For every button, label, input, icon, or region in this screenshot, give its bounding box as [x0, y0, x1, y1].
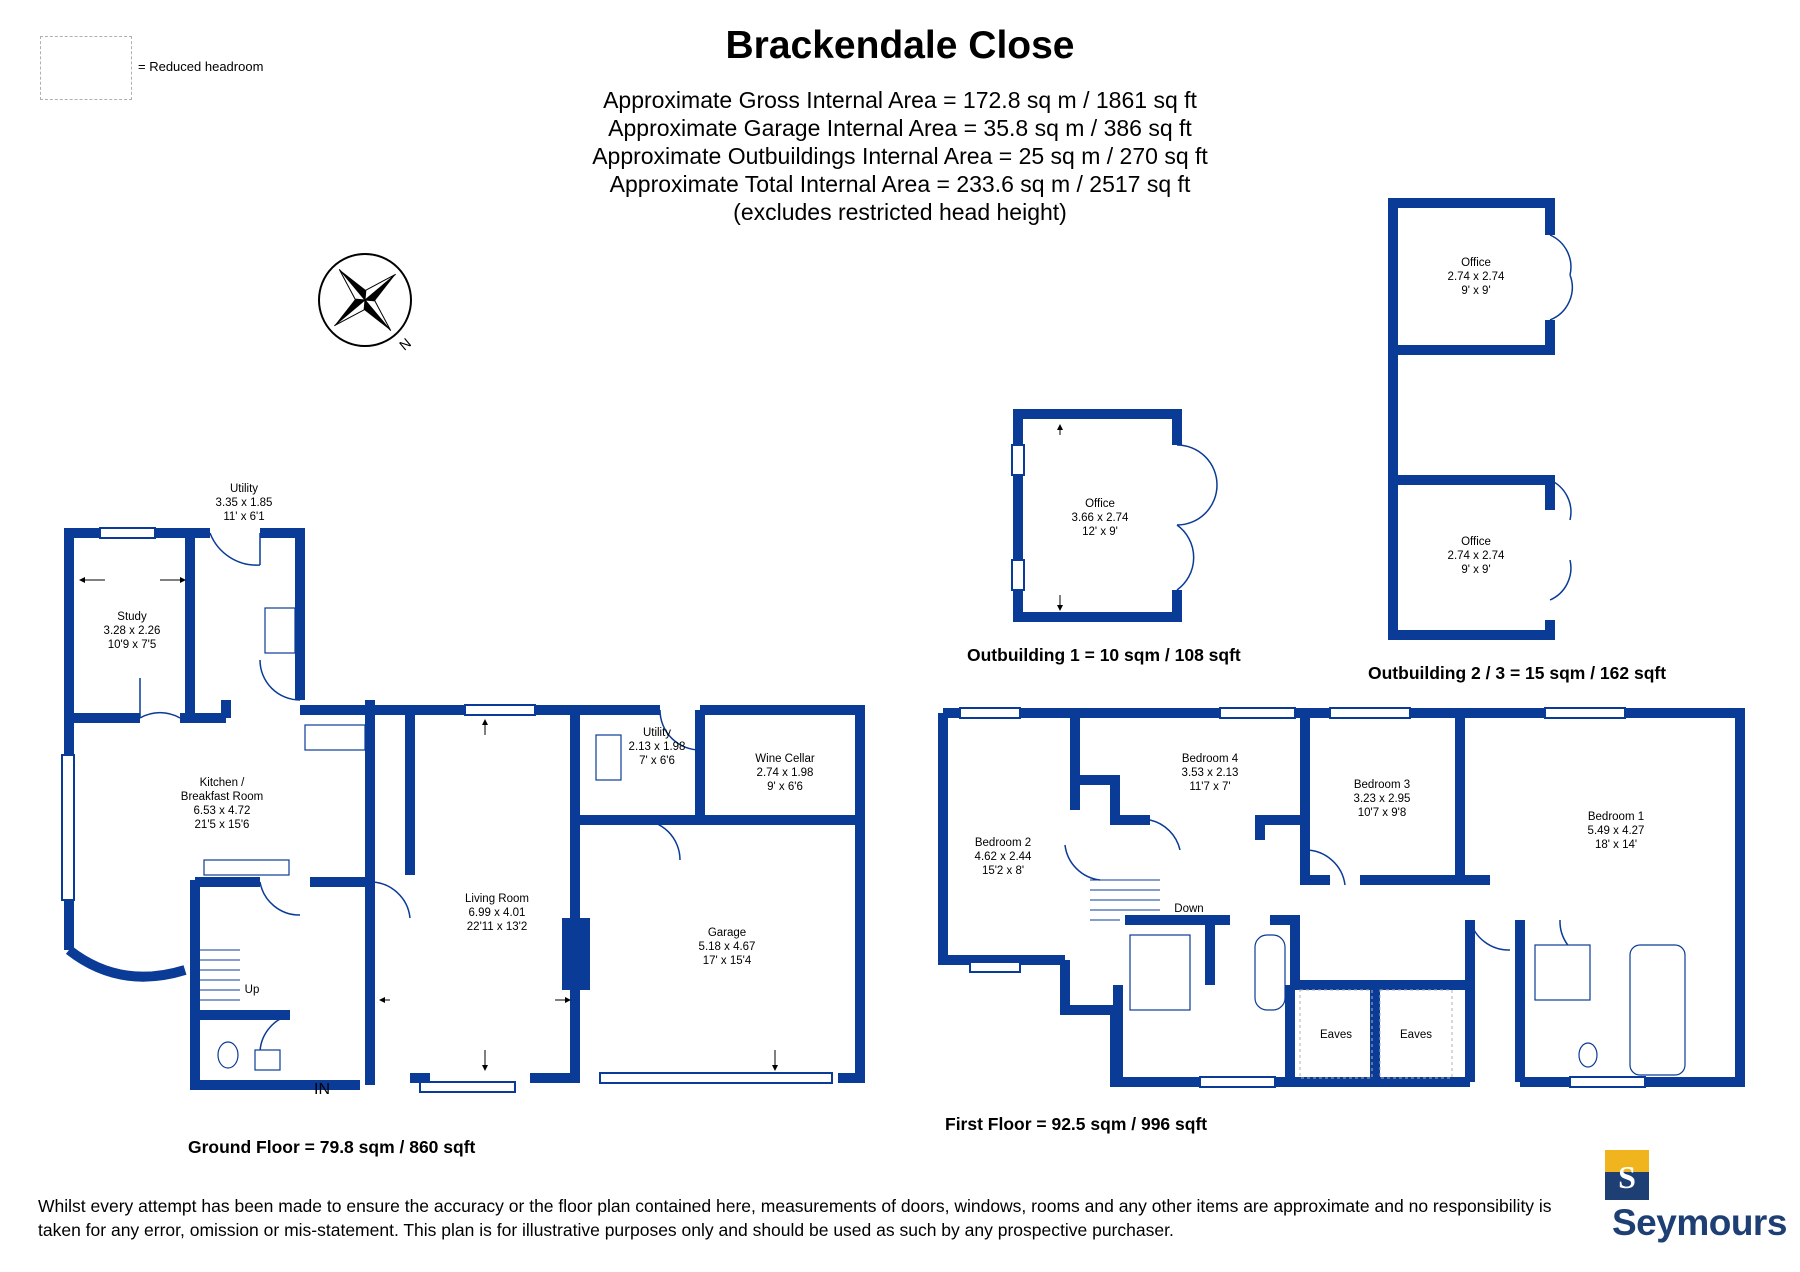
room-label-garage: Garage 5.18 x 4.67 17' x 15'4: [698, 927, 756, 967]
disclaimer-text: Whilst every attempt has been made to ensure the accuracy or the floor plan contained here, measurements of doors, windows, rooms and any other items are approximate and no responsibility is taken for any error, omission or mis-statement. This plan is for illustrative purposes only and should be used as such by any prospective purchaser.: [38, 1196, 1552, 1240]
first-floor-walls: [943, 713, 1740, 1082]
room-label-bedroom-2: Bedroom 2 4.62 x 2.44 15'2 x 8': [974, 837, 1032, 877]
reduced-headroom-label: = Reduced headroom: [138, 59, 264, 74]
head-height-note: (excludes restricted head height): [733, 199, 1067, 225]
room-label-office-outbuilding-1: Office 3.66 x 2.74 12' x 9': [1071, 498, 1129, 538]
room-label-bedroom-1: Bedroom 1 5.49 x 4.27 18' x 14': [1587, 811, 1645, 851]
outbuilding-2-3-caption: Outbuilding 2 / 3 = 15 sqm / 162 sqft: [1368, 663, 1667, 683]
room-label-utility-2: Utility 2.13 x 1.98 7' x 6'6: [628, 727, 686, 767]
seymours-logo-icon: [1605, 1150, 1649, 1200]
eaves-label-1: Eaves: [1320, 1029, 1352, 1041]
stair-up-label: Up: [244, 984, 260, 996]
room-label-wine-cellar: Wine Cellar 2.74 x 1.98 9' x 6'6: [755, 753, 815, 793]
gross-area-text: Approximate Gross Internal Area = 172.8 sq m / 1861 sq ft: [603, 87, 1197, 113]
room-label-study: Study 3.28 x 2.26 10'9 x 7'5: [103, 611, 161, 651]
garage-area-text: Approximate Garage Internal Area = 35.8 sq m / 386 sq ft: [608, 115, 1192, 141]
room-label-bedroom-3: Bedroom 3 3.23 x 2.95 10'7 x 9'8: [1353, 779, 1411, 819]
outbuilding-1-caption: Outbuilding 1 = 10 sqm / 108 sqft: [967, 645, 1241, 665]
svg-text:S: S: [1618, 1159, 1636, 1195]
entrance-label: IN: [314, 1081, 330, 1098]
first-floor-caption: First Floor = 92.5 sqm / 996 sqft: [945, 1114, 1208, 1134]
compass-north-label: N: [396, 334, 415, 354]
chimney-breast: [562, 918, 590, 990]
total-area-text: Approximate Total Internal Area = 233.6 sq m / 2517 sq ft: [609, 171, 1191, 197]
ground-floor-caption: Ground Floor = 79.8 sqm / 860 sqft: [188, 1137, 476, 1157]
stairs-icon: [200, 880, 1160, 1000]
brand-name: Seymours: [1612, 1202, 1787, 1243]
room-label-bedroom-4: Bedroom 4 3.53 x 2.13 11'7 x 7': [1181, 753, 1239, 793]
room-label-living-room: Living Room 6.99 x 4.01 22'11 x 13'2: [465, 893, 529, 933]
page-title: Brackendale Close: [725, 24, 1075, 67]
eaves-label-2: Eaves: [1400, 1029, 1432, 1041]
room-label-office-outbuilding-3: Office 2.74 x 2.74 9' x 9': [1447, 536, 1505, 576]
room-label-utility: Utility 3.35 x 1.85 11' x 6'1: [215, 483, 273, 523]
room-label-office-outbuilding-2: Office 2.74 x 2.74 9' x 9': [1447, 257, 1505, 297]
stair-down-label: Down: [1174, 903, 1204, 915]
room-label-kitchen: Kitchen / Breakfast Room 6.53 x 4.72 21'5 x 15'6: [180, 777, 264, 831]
outbuildings-area-text: Approximate Outbuildings Internal Area = 25 sq m / 270 sq ft: [592, 143, 1208, 169]
